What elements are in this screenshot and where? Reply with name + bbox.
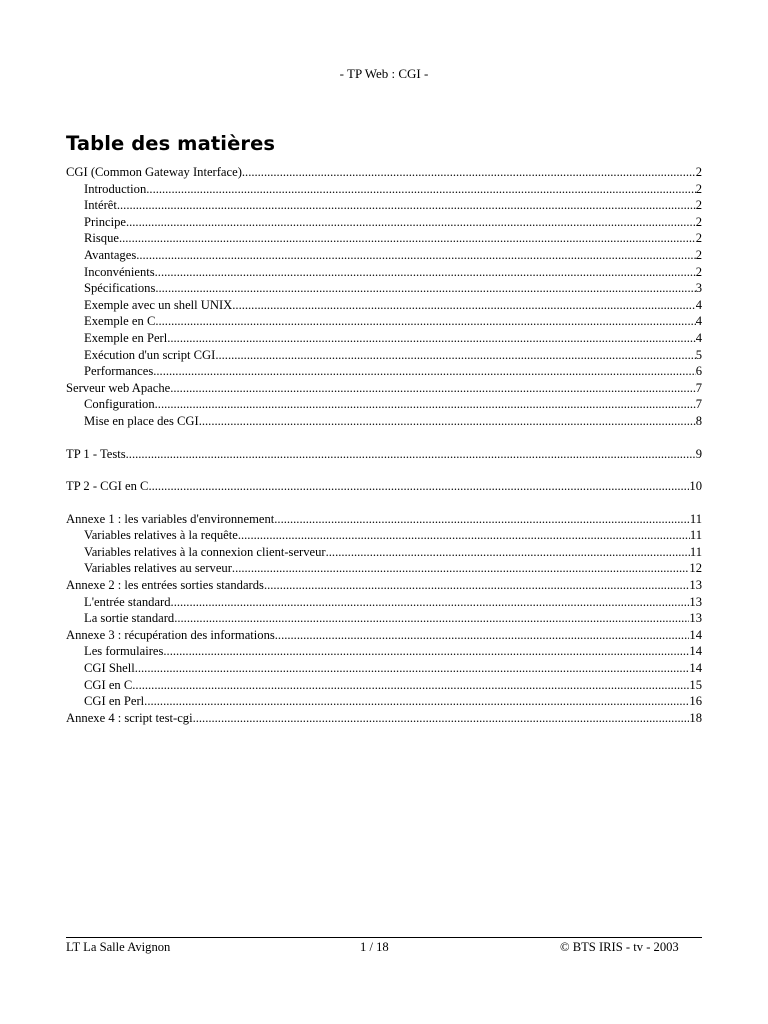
toc-entry[interactable] <box>66 560 702 577</box>
toc-entry-page: 18 <box>689 710 702 725</box>
toc-dot-leader <box>232 560 689 577</box>
footer-divider <box>66 937 702 938</box>
toc-dot-leader <box>170 380 695 397</box>
toc-title: Table des matières <box>66 132 276 155</box>
toc-entry[interactable] <box>66 280 702 297</box>
toc-dot-leader <box>215 347 695 364</box>
toc-entry-page: 4 <box>695 297 702 312</box>
toc-entry-page: 2 <box>695 247 702 262</box>
toc-entry[interactable] <box>66 594 702 611</box>
toc-entry-label: Principe <box>84 214 126 229</box>
toc-dot-leader <box>155 396 696 413</box>
toc-entry-page: 7 <box>695 380 702 395</box>
toc-dot-leader <box>199 413 696 430</box>
toc-entry-label: Serveur web Apache <box>66 380 171 395</box>
toc-entry-label: Annexe 3 : récupération des informations <box>66 627 275 642</box>
toc-entry-label: Variables relatives au serveur <box>84 561 232 576</box>
toc-entry-label: TP 2 - CGI en C <box>66 479 149 494</box>
toc-entry-page: 10 <box>689 479 702 494</box>
toc-entry-label: Intérêt <box>84 198 117 213</box>
toc-entry[interactable] <box>66 214 702 231</box>
toc-entry-label: Configuration <box>84 397 155 412</box>
footer-page-number: 1 / 18 <box>360 940 389 954</box>
toc-dot-leader <box>117 197 696 214</box>
toc-entry[interactable] <box>66 264 702 281</box>
toc-dot-leader <box>148 478 689 495</box>
toc-entry-label: CGI en C <box>84 677 133 692</box>
toc-entry[interactable] <box>66 511 702 528</box>
toc-entry-page: 2 <box>695 214 702 229</box>
toc-entry-page: 2 <box>695 165 702 179</box>
toc-dot-leader <box>275 627 690 644</box>
toc-entry-page: 11 <box>689 511 702 526</box>
toc-entry-label: Performances <box>84 364 154 379</box>
toc-entry[interactable] <box>66 527 702 544</box>
toc-entry-page: 4 <box>695 314 702 329</box>
toc-entry-page: 14 <box>689 627 702 642</box>
toc-dot-leader <box>146 181 695 198</box>
toc-entry-label: Exemple en C <box>84 314 156 329</box>
toc-dot-leader <box>174 610 689 627</box>
toc-entry-page: 2 <box>695 231 702 246</box>
toc-entry-page: 12 <box>689 561 702 576</box>
toc-entry-label: L'entrée standard <box>84 594 171 609</box>
toc-entry[interactable] <box>66 710 702 727</box>
toc-entry[interactable] <box>66 446 702 463</box>
toc-dot-leader <box>132 677 689 694</box>
toc-dot-leader <box>126 446 696 463</box>
toc-entry-label: La sortie standard <box>84 611 175 626</box>
toc-entry-label: CGI (Common Gateway Interface) <box>66 165 242 179</box>
table-of-contents <box>66 164 702 726</box>
toc-entry[interactable] <box>66 660 702 677</box>
toc-entry[interactable] <box>66 693 702 710</box>
toc-entry-page: 13 <box>689 611 702 626</box>
toc-entry[interactable] <box>66 677 702 694</box>
toc-dot-leader <box>144 693 689 710</box>
toc-entry-page: 15 <box>689 677 702 692</box>
toc-entry[interactable] <box>66 181 702 198</box>
toc-entry-label: Mise en place des CGI <box>84 413 199 428</box>
toc-entry[interactable] <box>66 363 702 380</box>
toc-entry-label: Exemple en Perl <box>84 330 168 345</box>
toc-entry[interactable] <box>66 413 702 430</box>
toc-dot-leader <box>238 527 690 544</box>
toc-entry[interactable] <box>66 610 702 627</box>
toc-entry-label: CGI Shell <box>84 661 135 676</box>
toc-entry-page: 9 <box>695 446 702 461</box>
toc-entry[interactable] <box>66 643 702 660</box>
toc-entry-label: Risque <box>84 231 119 246</box>
toc-entry[interactable] <box>66 627 702 644</box>
page-footer <box>66 940 702 956</box>
toc-entry[interactable] <box>66 247 702 264</box>
toc-entry-label: Annexe 2 : les entrées sorties standards <box>66 578 264 593</box>
toc-entry-label: Variables relatives à la connexion client-serveur <box>84 544 326 559</box>
toc-entry-page: 13 <box>689 578 702 593</box>
toc-entry-label: Inconvénients <box>84 264 155 279</box>
toc-entry-label: Exécution d'un script CGI <box>84 347 216 362</box>
toc-entry-page: 14 <box>689 644 702 659</box>
toc-entry[interactable] <box>66 544 702 561</box>
toc-dot-leader <box>264 577 689 594</box>
toc-entry-label: Annexe 1 : les variables d'environnement <box>66 511 275 526</box>
toc-entry-page: 11 <box>689 544 702 559</box>
toc-dot-leader <box>126 214 696 231</box>
toc-dot-leader <box>171 594 690 611</box>
toc-entry-label: Exemple avec un shell UNIX <box>84 297 233 312</box>
toc-dot-leader <box>167 330 695 347</box>
toc-dot-leader <box>242 164 696 181</box>
toc-entry-page: 6 <box>695 364 702 379</box>
toc-dot-leader <box>135 660 690 677</box>
toc-entry-page: 2 <box>695 181 702 196</box>
toc-entry-label: Les formulaires <box>84 644 164 659</box>
toc-entry-page: 2 <box>695 198 702 213</box>
toc-entry[interactable] <box>66 577 702 594</box>
toc-entry[interactable] <box>66 297 702 314</box>
toc-entry-label: Annexe 4 : script test-cgi <box>66 710 193 725</box>
toc-entry[interactable] <box>66 396 702 413</box>
toc-entry-page: 13 <box>689 594 702 609</box>
toc-entry-label: Variables relatives à la requête <box>84 528 238 543</box>
footer-copyright: © BTS IRIS - tv - 2003 <box>560 940 679 954</box>
toc-entry-page: 5 <box>695 347 702 362</box>
toc-entry[interactable] <box>66 478 702 495</box>
toc-entry-page: 14 <box>689 661 702 676</box>
toc-entry-label: TP 1 - Tests <box>66 446 126 461</box>
toc-entry-page: 11 <box>689 528 702 543</box>
toc-entry-page: 3 <box>695 281 702 296</box>
toc-dot-leader <box>274 511 690 528</box>
toc-dot-leader <box>163 643 689 660</box>
toc-entry-page: 4 <box>695 330 702 345</box>
toc-entry-label: Spécifications <box>84 281 156 296</box>
toc-dot-leader <box>155 313 695 330</box>
toc-entry-page: 16 <box>689 694 702 709</box>
toc-entry[interactable] <box>66 313 702 330</box>
toc-dot-leader <box>193 710 690 727</box>
toc-dot-leader <box>136 247 695 264</box>
toc-entry[interactable] <box>66 197 702 214</box>
toc-entry-label: CGI en Perl <box>84 694 145 709</box>
toc-entry[interactable] <box>66 230 702 247</box>
toc-dot-leader <box>326 544 690 561</box>
toc-dot-leader <box>232 297 695 314</box>
toc-entry[interactable] <box>66 330 702 347</box>
toc-entry[interactable] <box>66 380 702 397</box>
toc-entry-label: Avantages <box>84 247 137 262</box>
toc-entry[interactable] <box>66 164 702 181</box>
toc-entry-page: 2 <box>695 264 702 279</box>
toc-entry-label: Introduction <box>84 181 147 196</box>
page-header: - TP Web : CGI - <box>339 66 429 81</box>
toc-dot-leader <box>155 264 696 281</box>
toc-entry[interactable] <box>66 347 702 364</box>
toc-entry-page: 8 <box>695 413 702 428</box>
footer-school: LT La Salle Avignon <box>66 940 171 954</box>
toc-dot-leader <box>155 280 695 297</box>
toc-dot-leader <box>153 363 695 380</box>
toc-dot-leader <box>119 230 696 247</box>
toc-entry-page: 7 <box>695 397 702 412</box>
